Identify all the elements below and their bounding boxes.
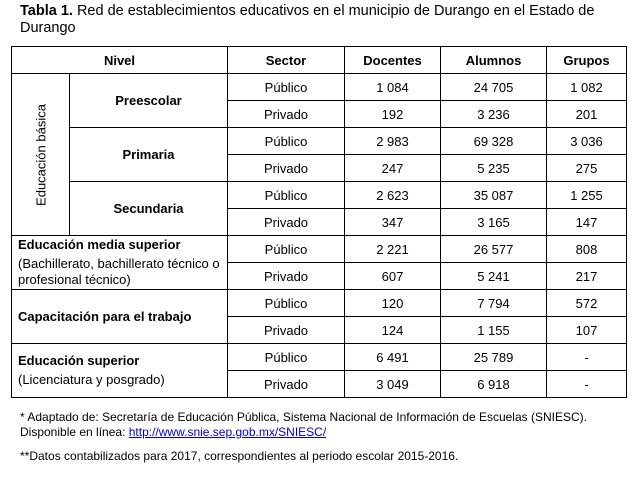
docentes-cell: 120 — [345, 290, 441, 317]
alumnos-cell: 24 705 — [441, 74, 547, 101]
grupos-cell: 147 — [547, 209, 627, 236]
alumnos-cell: 25 789 — [441, 344, 547, 371]
alumnos-cell: 1 155 — [441, 317, 547, 344]
grupos-cell: 201 — [547, 101, 627, 128]
grupos-cell: 107 — [547, 317, 627, 344]
level-media-superior-title: Educación media superior — [18, 237, 181, 252]
grupos-cell: 808 — [547, 236, 627, 263]
grupos-cell: 3 036 — [547, 128, 627, 155]
grupos-cell: - — [547, 371, 627, 398]
source-link[interactable]: http://www.snie.sep.gob.mx/SNIESC/ — [128, 425, 327, 439]
caption-text: Red de establecimientos educativos en el municipio de Durango en el Estado de Durango — [20, 3, 595, 36]
alumnos-cell: 69 328 — [441, 128, 547, 155]
level-primaria: Primaria — [70, 128, 228, 182]
level-superior — [12, 344, 228, 398]
alumnos-cell: 35 087 — [441, 182, 547, 209]
sector-cell: Público — [228, 182, 345, 209]
level-superior-title: Educación superior — [18, 353, 140, 368]
footnote-link-prefix: Disponible en línea: — [20, 425, 129, 439]
header-docentes: Docentes — [345, 47, 441, 74]
grupos-cell: 275 — [547, 155, 627, 182]
sector-cell: Público — [228, 344, 345, 371]
header-row — [12, 47, 627, 74]
grupos-cell: 572 — [547, 290, 627, 317]
table-row — [12, 128, 627, 155]
grupos-cell: - — [547, 344, 627, 371]
docentes-cell: 1 084 — [345, 74, 441, 101]
table-row — [12, 182, 627, 209]
docentes-cell: 6 491 — [345, 344, 441, 371]
docentes-cell: 607 — [345, 263, 441, 290]
caption-label: Tabla 1. — [20, 3, 73, 19]
grupos-cell: 1 255 — [547, 182, 627, 209]
header-sector: Sector — [228, 47, 345, 74]
table-row — [12, 344, 627, 371]
alumnos-cell: 5 235 — [441, 155, 547, 182]
docentes-cell: 3 049 — [345, 371, 441, 398]
footnote-source-line1: * Adaptado de: Secretaría de Educación Pública, Sistema Nacional de Información de Escuelas (SNIESC). — [20, 410, 587, 424]
docentes-cell: 192 — [345, 101, 441, 128]
sector-cell: Público — [228, 128, 345, 155]
education-table — [11, 46, 627, 398]
docentes-cell: 2 623 — [345, 182, 441, 209]
table-row — [12, 236, 627, 263]
alumnos-cell: 6 918 — [441, 371, 547, 398]
grupos-cell: 1 082 — [547, 74, 627, 101]
level-preescolar: Preescolar — [70, 74, 228, 128]
sector-cell: Privado — [228, 371, 345, 398]
educacion-basica-cell — [12, 74, 70, 236]
sector-cell: Privado — [228, 209, 345, 236]
table-row — [12, 74, 627, 101]
footnote-source-line2 — [20, 425, 587, 440]
sector-cell: Privado — [228, 317, 345, 344]
footnote-source — [20, 410, 587, 440]
alumnos-cell: 7 794 — [441, 290, 547, 317]
header-alumnos: Alumnos — [441, 47, 547, 74]
level-media-superior — [12, 236, 228, 290]
table-caption — [20, 3, 620, 37]
docentes-cell: 347 — [345, 209, 441, 236]
docentes-cell: 247 — [345, 155, 441, 182]
sector-cell: Privado — [228, 155, 345, 182]
grupos-cell: 217 — [547, 263, 627, 290]
alumnos-cell: 3 236 — [441, 101, 547, 128]
level-media-superior-sub: (Bachillerato, bachillerato técnico o profesional técnico) — [18, 256, 220, 287]
alumnos-cell: 5 241 — [441, 263, 547, 290]
docentes-cell: 2 221 — [345, 236, 441, 263]
level-capacitacion — [12, 290, 228, 344]
sector-cell: Público — [228, 74, 345, 101]
alumnos-cell: 3 165 — [441, 209, 547, 236]
header-grupos: Grupos — [547, 47, 627, 74]
level-secundaria: Secundaria — [70, 182, 228, 236]
educacion-basica-label: Educación básica — [33, 103, 48, 206]
sector-cell: Privado — [228, 101, 345, 128]
level-superior-sub: (Licenciatura y posgrado) — [18, 372, 165, 387]
header-nivel: Nivel — [12, 47, 228, 74]
docentes-cell: 124 — [345, 317, 441, 344]
table-row — [12, 290, 627, 317]
sector-cell: Público — [228, 236, 345, 263]
sector-cell: Privado — [228, 263, 345, 290]
alumnos-cell: 26 577 — [441, 236, 547, 263]
sector-cell: Público — [228, 290, 345, 317]
level-capacitacion-title: Capacitación para el trabajo — [18, 309, 192, 324]
docentes-cell: 2 983 — [345, 128, 441, 155]
footnote-data-note: **Datos contabilizados para 2017, correspondientes al periodo escolar 2015-2016. — [20, 449, 459, 463]
